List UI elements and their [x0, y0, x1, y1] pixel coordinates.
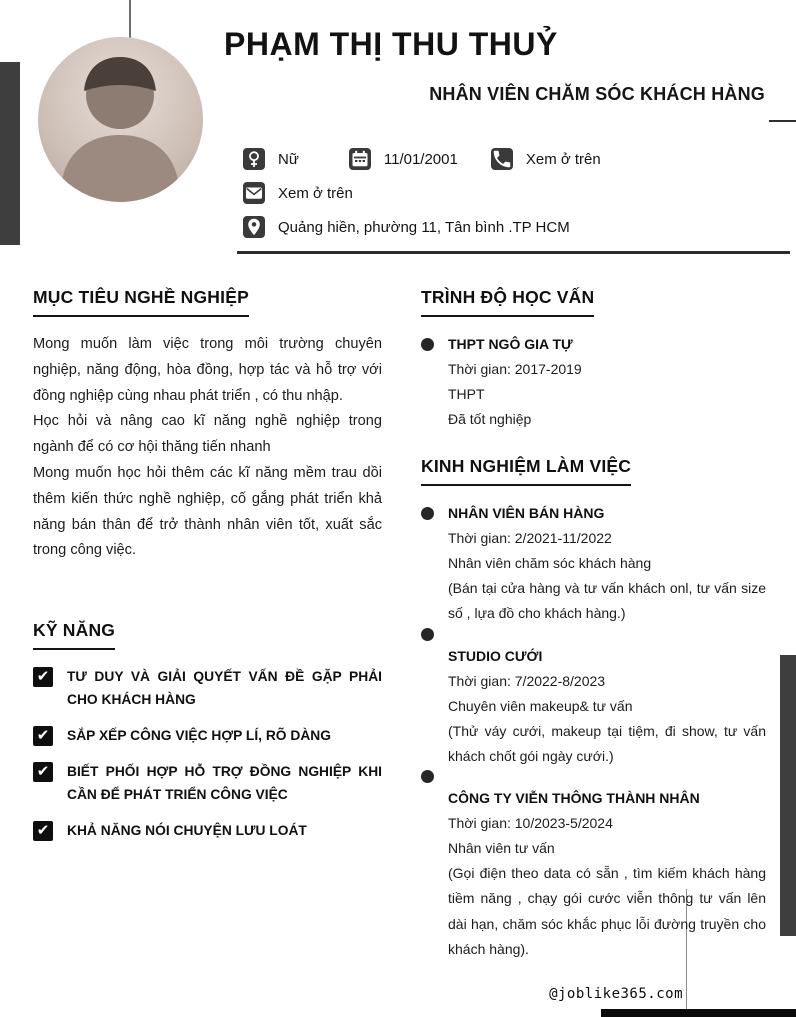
- phone-icon: [491, 148, 513, 170]
- objective-section: [33, 287, 382, 564]
- experience-item: [421, 501, 766, 627]
- contact-row-3: [243, 210, 793, 244]
- title-accent-line: [769, 120, 796, 122]
- left-accent-bar: [0, 62, 20, 245]
- experience-role: Nhân viên chăm sóc khách hàng: [448, 555, 652, 571]
- contact-phone-value: Xem ở trên: [525, 150, 601, 168]
- contact-address: [243, 216, 570, 238]
- experience-section: [421, 456, 766, 962]
- contact-row-2: [243, 176, 793, 210]
- bottom-accent-bar: [601, 1009, 796, 1017]
- contact-phone: [491, 148, 601, 170]
- watermark: @joblike365.com: [549, 986, 683, 1002]
- left-column: [33, 287, 382, 855]
- experience-description: (Thử váy cưới, makeup tại tiệm, đi show, tư vấn khách chốt gói ngày cưới.): [448, 722, 766, 764]
- checkbox-checked-icon: ✔: [33, 821, 53, 841]
- location-icon: [243, 216, 265, 238]
- gender-icon: [243, 148, 265, 170]
- education-section: [421, 287, 766, 432]
- experience-role: Chuyên viên makeup& tư vấn: [448, 697, 633, 714]
- skill-label: BIẾT PHỐI HỢP HỖ TRỢ ĐỒNG NGHIỆP KHI CẦN ĐỂ PHÁT TRIỂN CÔNG VIỆC: [67, 764, 382, 803]
- skill-item: [33, 760, 382, 806]
- skill-item: [33, 724, 382, 747]
- bullet-icon: [421, 507, 434, 520]
- experience-company: CÔNG TY VIỄN THÔNG THÀNH NHÂN: [448, 790, 700, 807]
- objective-paragraph: Mong muốn học hỏi thêm các kĩ năng mềm trau dồi thêm kiến thức nghề nghiệp, cố gắng phát triển khả năng bán thân để trở thành nhân viên tốt, xuất sắc trong công việc.: [33, 464, 382, 559]
- contact-email-value: Xem ở trên: [278, 184, 353, 202]
- objective-heading: MỤC TIÊU NGHỀ NGHIỆP: [33, 287, 249, 317]
- education-status: Đã tốt nghiệp: [448, 411, 532, 427]
- objective-paragraph: Học hỏi và nâng cao kĩ năng nghề nghiệp trong ngành để có cơ hội thăng tiến nhanh: [33, 413, 382, 456]
- contact-address-value: Quảng hiền, phường 11, Tân bình .TP HCM: [278, 218, 570, 236]
- calendar-icon: [349, 148, 371, 170]
- skill-item: [33, 665, 382, 711]
- bullet-icon: [421, 770, 434, 783]
- checkbox-checked-icon: ✔: [33, 726, 53, 746]
- right-column: [421, 287, 766, 979]
- experience-description: (Gọi điện theo data có sẵn , tìm kiếm khách hàng tiềm năng , chạy gói cước viễn thông tư vấn lên dài hạn, chăm sóc khắc phục lỗi đường truyền cho khách hàng).: [448, 865, 766, 958]
- skill-item: [33, 819, 382, 842]
- contact-email: [243, 182, 353, 204]
- education-item: [421, 332, 766, 432]
- contact-info: [243, 142, 793, 244]
- experience-role: Nhân viên tư vấn: [448, 840, 555, 857]
- skill-label: TƯ DUY VÀ GIẢI QUYẾT VẤN ĐỀ GẶP PHẢI CHO KHÁCH HÀNG: [67, 669, 382, 708]
- skills-heading: KỸ NĂNG: [33, 620, 115, 650]
- candidate-name: PHẠM THỊ THU THUỶ: [224, 26, 558, 62]
- contact-gender: [243, 148, 299, 170]
- skills-section: [33, 620, 382, 842]
- experience-item: [421, 786, 766, 962]
- experience-heading: KINH NGHIỆM LÀM VIỆC: [421, 456, 631, 486]
- experience-company: NHÂN VIÊN BÁN HÀNG: [448, 505, 605, 521]
- experience-time: Thời gian: 10/2023-5/2024: [448, 815, 613, 832]
- experience-description: (Bán tại cửa hàng và tư vấn khách onl, tư vấn size số , lựa đồ cho khách hàng.): [448, 580, 766, 622]
- job-title: NHÂN VIÊN CHĂM SÓC KHÁCH HÀNG: [429, 84, 765, 104]
- experience-item: [421, 644, 766, 770]
- contact-row-1: [243, 142, 793, 176]
- education-major: THPT: [448, 386, 485, 402]
- contact-gender-value: Nữ: [278, 150, 299, 168]
- email-icon: [243, 182, 265, 204]
- header-divider: [237, 251, 790, 254]
- checkbox-checked-icon: ✔: [33, 667, 53, 687]
- experience-company: STUDIO CƯỚI: [448, 647, 543, 664]
- bullet-icon: [421, 338, 434, 351]
- education-heading: TRÌNH ĐỘ HỌC VẤN: [421, 287, 594, 317]
- experience-time: Thời gian: 2/2021-11/2022: [448, 530, 612, 546]
- skill-label: KHẢ NĂNG NÓI CHUYỆN LƯU LOÁT: [67, 823, 307, 839]
- skill-label: SẮP XẾP CÔNG VIỆC HỢP LÍ, RÕ DÀNG: [67, 728, 331, 744]
- experience-time: Thời gian: 7/2022-8/2023: [448, 672, 606, 689]
- checkbox-checked-icon: ✔: [33, 762, 53, 782]
- bullet-icon: [421, 628, 434, 641]
- contact-birthday-value: 11/01/2001: [383, 150, 458, 168]
- right-accent-bar: [780, 655, 796, 936]
- profile-photo: [38, 37, 203, 202]
- education-time: Thời gian: 2017-2019: [448, 361, 582, 377]
- objective-paragraph: Mong muốn làm việc trong môi trường chuyên nghiệp, năng động, hòa đồng, hợp tác và hỗ trợ với đồng nghiệp cùng nhau phát triển , có thu nhập.: [33, 336, 382, 404]
- person-silhouette-icon: [38, 37, 203, 202]
- contact-birthday: [349, 148, 458, 170]
- education-school: THPT NGÔ GIA TỰ: [448, 336, 573, 352]
